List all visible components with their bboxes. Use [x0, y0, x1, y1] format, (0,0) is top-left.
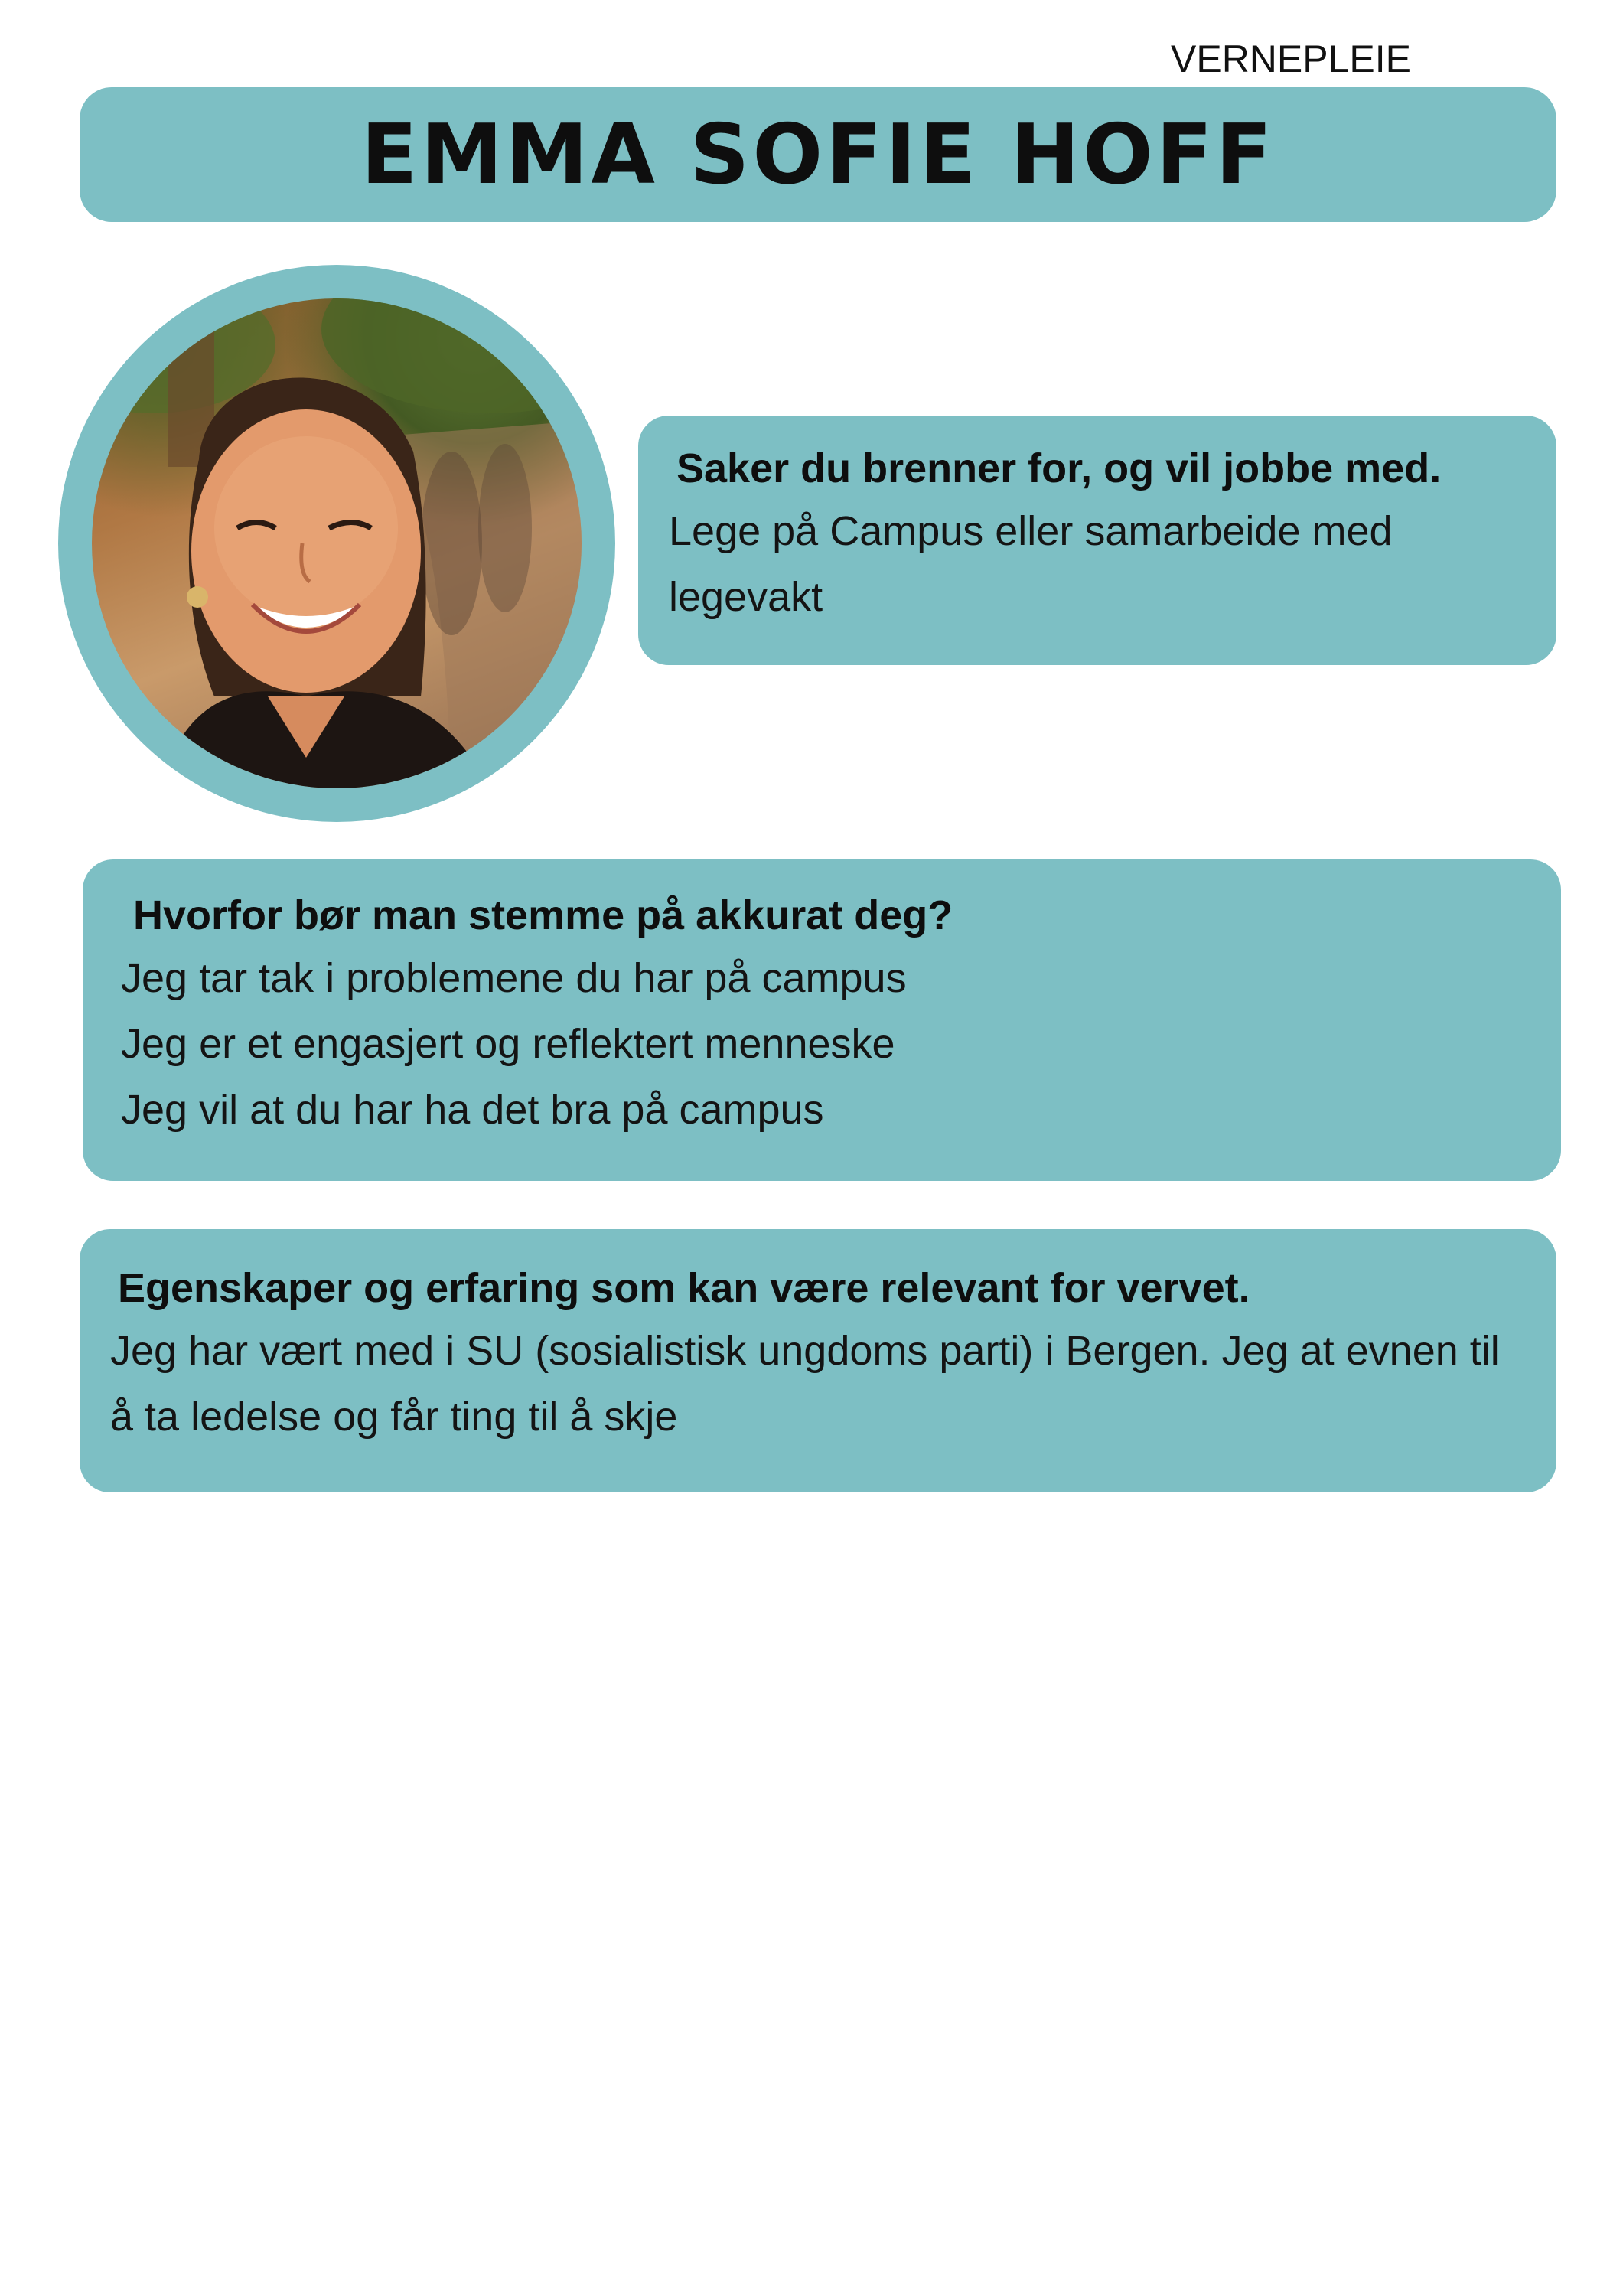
passion-question: Saker du brenner for, og vil jobbe med. — [676, 445, 1442, 491]
why-line: Jeg vil at du har ha det bra på campus — [121, 1087, 824, 1133]
program-label: VERNEPLEIE — [1171, 38, 1412, 80]
candidate-name: EMMA SOFIE HOFF — [360, 106, 1276, 203]
passion-answer: Lege på Campus eller samarbeide med legevakt — [669, 508, 1393, 620]
photo-frame — [58, 265, 615, 822]
why-card — [83, 859, 1561, 1181]
passion-card — [638, 416, 1556, 665]
why-line: Jeg er et engasjert og reflektert menneske — [121, 1021, 895, 1067]
name-banner — [80, 87, 1556, 222]
experience-card — [80, 1229, 1556, 1492]
experience-question: Egenskaper og erfaring som kan være relevant for vervet. — [118, 1265, 1250, 1311]
why-line: Jeg tar tak i problemene du har på campus — [121, 955, 907, 1001]
why-answer — [121, 945, 1523, 1143]
portrait-illustration — [92, 298, 582, 788]
portrait-photo — [92, 298, 582, 788]
experience-answer: Jeg har vært med i SU (sosialistisk ungdoms parti) i Bergen. Jeg at evnen til å ta ledelse og får ting til å skje — [110, 1328, 1500, 1440]
why-question: Hvorfor bør man stemme på akkurat deg? — [133, 892, 953, 938]
